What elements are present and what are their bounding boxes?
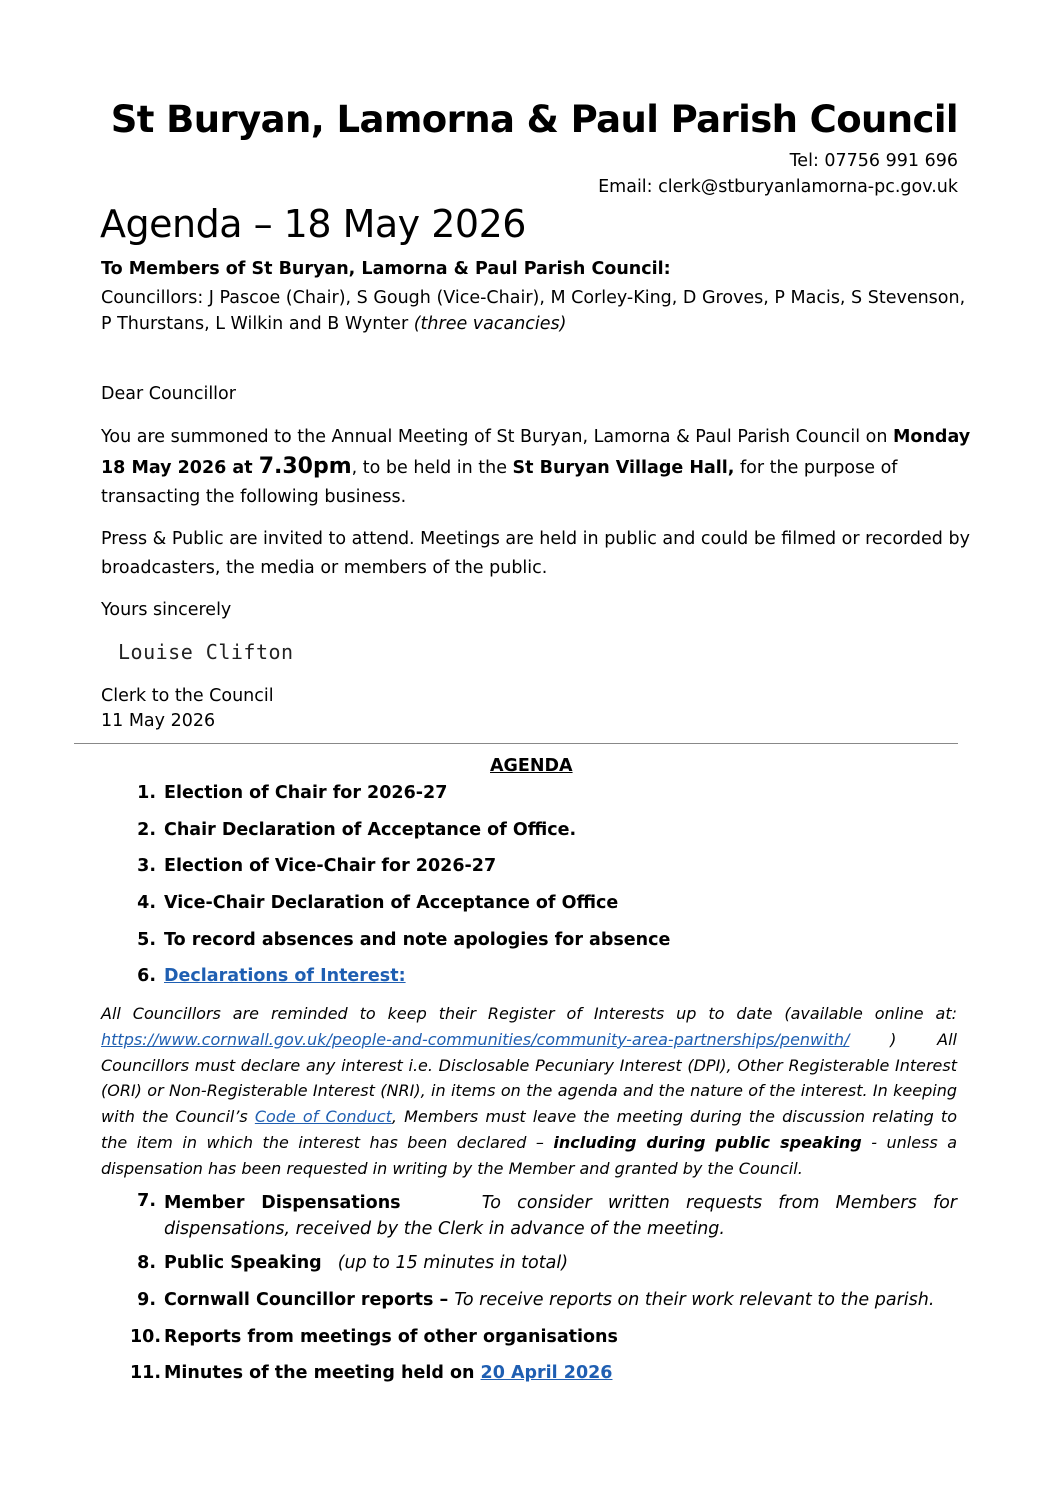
councillors-names: Councillors: J Pascoe (Chair), S Gough (Vice-Chair), M Corley-King, D Groves, P Macis, S Stevenson, P Thurstans, L Wilkin and B Wynter [101, 288, 966, 334]
email-address: Email: clerk@stburyanlamorna-pc.gov.uk [598, 177, 958, 197]
item-text: Chair Declaration of Acceptance of Office. [164, 820, 577, 840]
item-number: 4. [137, 893, 156, 913]
summons-text-2: , to be held in the [351, 458, 513, 478]
item-text: Cornwall Councillor reports – [164, 1290, 455, 1310]
item-number: 1. [137, 783, 156, 803]
declarations-of-interest-link[interactable]: Declarations of Interest: [164, 966, 406, 986]
addressees-heading: To Members of St Buryan, Lamorna & Paul Parish Council: [101, 259, 671, 279]
item-number: 2. [137, 820, 156, 840]
item-text: Election of Chair for 2026-27 [164, 783, 448, 803]
meeting-venue: St Buryan Village Hall, [512, 458, 735, 478]
item-number: 9. [137, 1290, 156, 1310]
register-of-interests-link[interactable]: https://www.cornwall.gov.uk/people-and-communities/community-area-partnerships/penwith/ [101, 1029, 850, 1049]
item-text: Minutes of the meeting held on [164, 1363, 481, 1383]
meeting-date: Monday 18 May 2026 at [101, 427, 971, 478]
item-number: 8. [137, 1253, 156, 1273]
item-note: (up to 15 minutes in total) [337, 1253, 569, 1273]
summons-text: You are summoned to the Annual Meeting of St Buryan, Lamorna & Paul Parish Council on [101, 427, 894, 447]
item-note: To receive reports on their work relevant to the parish. [454, 1290, 935, 1310]
letter-date: 11 May 2026 [101, 711, 216, 731]
item-text: Member Dispensations [164, 1193, 401, 1213]
item-text: Election of Vice-Chair for 2026-27 [164, 856, 497, 876]
item-number: 6. [137, 966, 156, 986]
agenda-label: AGENDA [490, 756, 573, 776]
code-of-conduct-link[interactable]: Code of Conduct [254, 1107, 392, 1127]
declarations-note [101, 1001, 957, 1182]
item-number: 3. [137, 856, 156, 876]
clerk-role: Clerk to the Council [101, 686, 274, 706]
item-text: Reports from meetings of other organisations [164, 1327, 618, 1347]
item-number: 11. [130, 1363, 162, 1383]
council-title: St Buryan, Lamorna & Paul Parish Council [110, 98, 958, 141]
agenda-item-7-content [164, 1190, 957, 1242]
item-note: To consider written requests from Members for dispensations, received by the Clerk in advance of the meeting. [164, 1193, 958, 1239]
clerk-signature: Louise Clifton [118, 640, 294, 664]
minutes-link[interactable]: 20 April 2026 [480, 1363, 613, 1383]
councillors-list [101, 285, 971, 337]
section-divider [74, 743, 958, 744]
item-text: To record absences and note apologies for absence [164, 930, 671, 950]
greeting: Dear Councillor [101, 384, 236, 404]
note-emphasis: including during public speaking [553, 1132, 862, 1152]
item-text: Public Speaking [164, 1253, 322, 1273]
note-text: All Councillors are reminded to keep their Register of Interests up to date (available online at: [101, 1004, 957, 1023]
meeting-time: 7.30pm [258, 454, 352, 479]
note-text-2: ) All Councillors must declare any interest i.e. Disclosable Pecuniary Interest (DPI), Other Registerable Interest (ORI) or Non-Registerable Interest (NRI), in items on the agenda and the nature of the interest. In keeping with the Council’s [101, 1029, 957, 1127]
note-text-4: - unless a dispensation has been requested in writing by the Member and granted by the Council. [101, 1132, 958, 1178]
item-number: 7. [137, 1191, 156, 1211]
summons-text-3: for the purpose of transacting the following business. [101, 458, 898, 507]
vacancies-note: (three vacancies) [413, 314, 567, 334]
item-number: 5. [137, 930, 156, 950]
press-public-paragraph: Press & Public are invited to attend. Meetings are held in public and could be filmed or recorded by broadcasters, the media or members of the public. [101, 529, 970, 578]
closing: Yours sincerely [101, 600, 232, 620]
agenda-title: Agenda – 18 May 2026 [100, 202, 526, 246]
item-number: 10. [130, 1327, 162, 1347]
item-text: Vice-Chair Declaration of Acceptance of Office [164, 893, 619, 913]
note-text-3: , Members must leave the meeting during the discussion relating to the item in which the interest has been declared – [101, 1107, 957, 1152]
telephone-number: Tel: 07756 991 696 [789, 151, 958, 171]
summons-paragraph [101, 423, 971, 512]
